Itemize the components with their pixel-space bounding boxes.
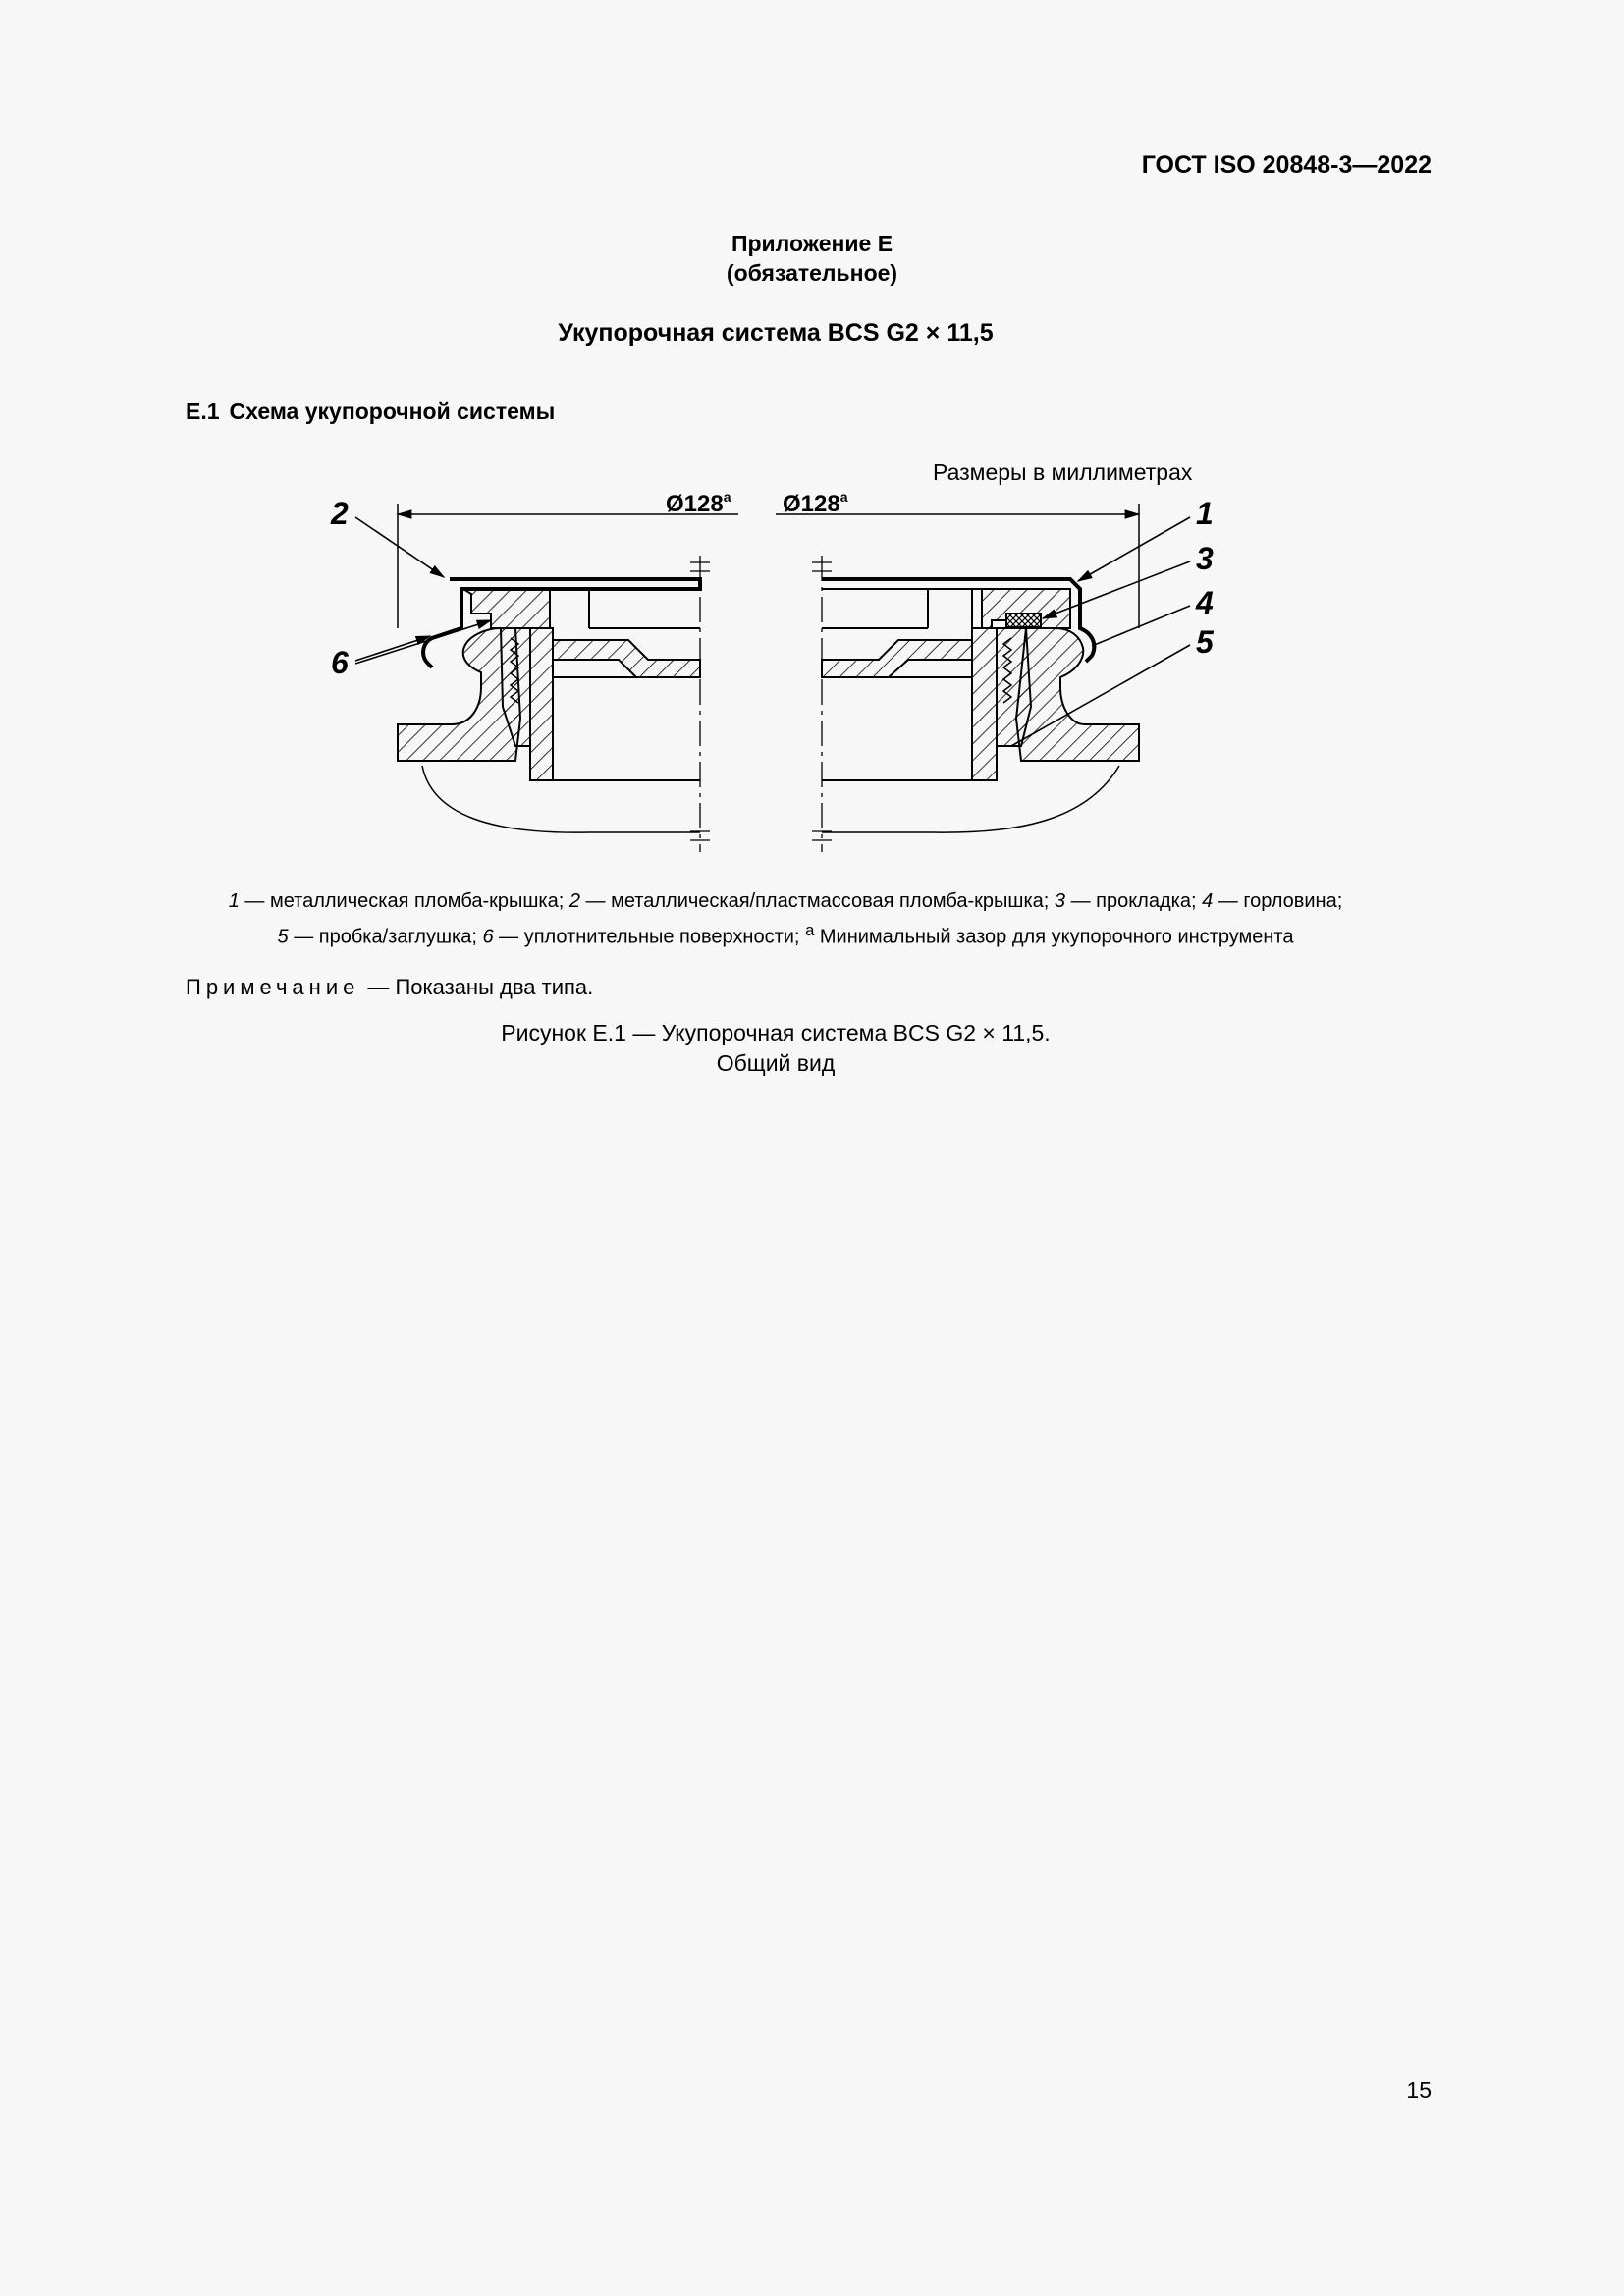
legend-5-number: 5 [277, 926, 289, 948]
legend-2-number: 2 [568, 890, 580, 912]
legend-4-number: 4 [1202, 890, 1214, 912]
caption-line-1: Рисунок Е.1 — Укупорочная система BCS G2 × 11,5. [501, 1020, 1051, 1045]
legend-3-text: — прокладка; [1065, 890, 1203, 912]
callout-4: 4 [1196, 585, 1214, 620]
legend-footnote-mark: a [805, 921, 815, 939]
section-title: Схема укупорочной системы [229, 399, 556, 424]
dimension-left [398, 489, 738, 628]
figure-legend [147, 887, 1424, 952]
closure-drawing [314, 481, 1237, 864]
dimensions-note: Размеры в миллиметрах [933, 459, 1193, 485]
legend-3-number: 3 [1054, 890, 1066, 912]
legend-5-text: — пробка/заглушка; [288, 926, 483, 948]
dimension-right [776, 489, 1139, 628]
callout-1: 1 [1196, 496, 1214, 531]
callout-5: 5 [1196, 624, 1214, 660]
callout-3: 3 [1196, 541, 1214, 576]
document-code: ГОСТ ISO 20848-3—2022 [1141, 151, 1432, 179]
right-section-view [822, 579, 1139, 832]
section-heading [186, 399, 555, 425]
caption-line-2: Общий вид [716, 1050, 836, 1076]
section-number: Е.1 [186, 399, 220, 424]
note [186, 975, 593, 1000]
callout-6: 6 [331, 645, 349, 680]
dimension-left-label: Ø128$^a$ [666, 489, 731, 517]
center-lines [690, 556, 832, 852]
dimension-right-label: Ø128$^a$ [783, 489, 848, 517]
figure-caption [0, 1018, 1551, 1079]
annex-title: Приложение Е [731, 231, 893, 256]
main-title: Укупорочная система BCS G2 × 11,5 [558, 319, 994, 347]
page-number: 15 [1406, 2077, 1432, 2103]
legend-1-number: 1 [228, 890, 240, 912]
note-label: Примечание [186, 975, 360, 999]
left-section-view [398, 579, 700, 832]
note-text: — Показаны два типа. [367, 975, 594, 999]
legend-6-text: — уплотнительные поверхности; [493, 926, 806, 948]
annex-kind: (обязательное) [726, 260, 898, 286]
legend-6-number: 6 [482, 926, 494, 948]
gasket [1006, 614, 1041, 627]
legend-footnote-text: Минимальный зазор для укупорочного инструмента [814, 926, 1294, 948]
legend-2-text: — металлическая/пластмассовая пломба-крышка; [579, 890, 1055, 912]
callout-2: 2 [331, 496, 349, 531]
legend-4-text: — горловина; [1213, 890, 1343, 912]
legend-1-text: — металлическая пломба-крышка; [239, 890, 569, 912]
